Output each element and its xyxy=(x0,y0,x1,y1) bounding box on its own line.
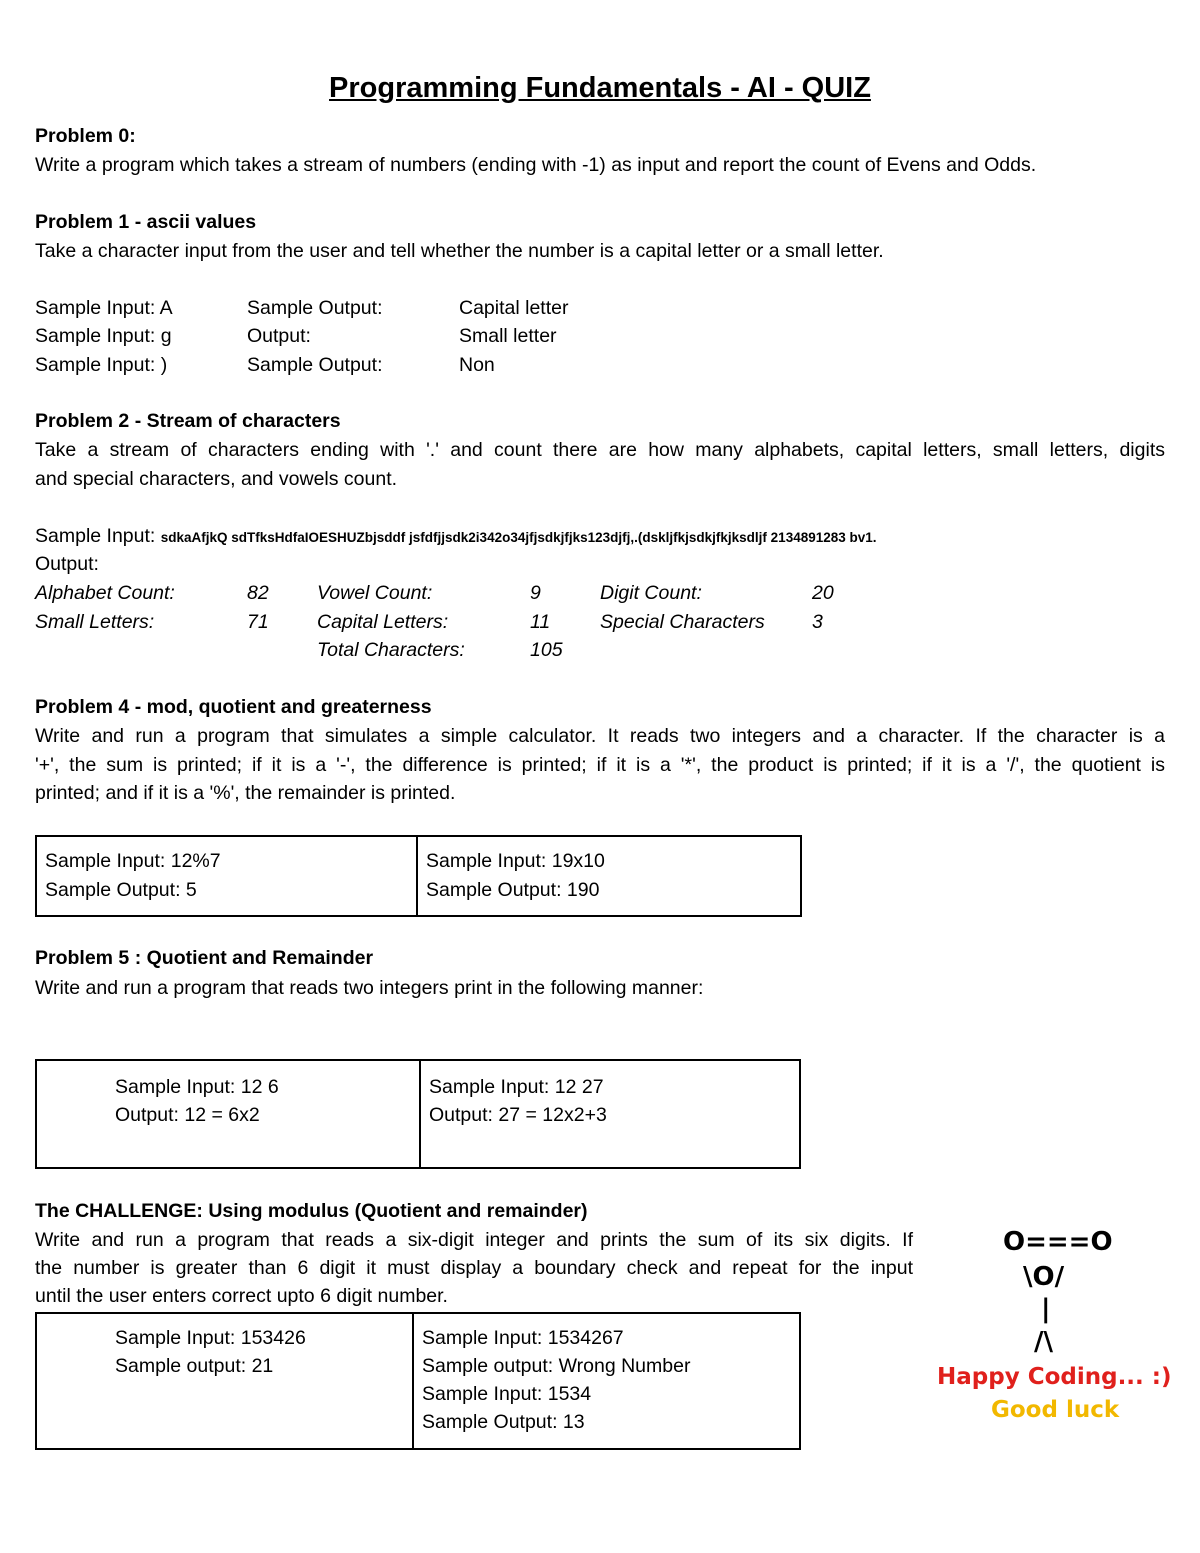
p4-left-input: Sample Input: 12%7 xyxy=(45,850,221,872)
p2-sample-value: sdkaAfjkQ sdTfksHdfaIOESHUZbjsddf jsfdfjjsdk2i342o34jfjsdkjfjks123djfj,.(dskljfkjsdkjfkjksdljf 2134891283 bv1. xyxy=(160,530,877,545)
p2-output-label: Output: xyxy=(35,553,99,575)
problem-4-sample-table xyxy=(35,835,802,917)
p1-row-2-value: Small letter xyxy=(459,325,557,347)
small-letters-value: 71 xyxy=(247,611,269,633)
p5-right-input: Sample Input: 12 27 xyxy=(429,1076,604,1098)
vowel-count-label: Vowel Count: xyxy=(317,582,433,604)
problem-1-text: Take a character input from the user and tell whether the number is a capital letter or a small letter. xyxy=(35,240,884,262)
p2-sample-label: Sample Input: xyxy=(35,525,156,547)
p1-row-2-input: Sample Input: g xyxy=(35,325,172,347)
problem-5-sample-table xyxy=(35,1059,801,1169)
challenge-heading: The CHALLENGE: Using modulus (Quotient and remainder) xyxy=(35,1200,588,1222)
capital-letters-value: 11 xyxy=(530,611,551,633)
special-characters-value: 3 xyxy=(812,611,823,633)
alphabet-count-value: 82 xyxy=(247,582,269,604)
problem-2-text-line-1: Take a stream of characters ending with '.' and count there are how many alphabets, capital letters, small letters, digits xyxy=(35,439,1165,461)
p5-right-output: Output: 27 = 12x2+3 xyxy=(429,1104,607,1126)
problem-0-heading: Problem 0: xyxy=(35,125,136,147)
challenge-right-output-1: Sample output: Wrong Number xyxy=(422,1355,691,1377)
challenge-sample-table xyxy=(35,1312,801,1450)
total-characters-value: 105 xyxy=(530,639,563,661)
challenge-text-line-2: the number is greater than 6 digit it must display a boundary check and repeat for the input xyxy=(35,1257,913,1279)
digit-count-label: Digit Count: xyxy=(600,582,702,604)
table-divider xyxy=(416,837,418,915)
problem-4-text-line-3: printed; and if it is a '%', the remainder is printed. xyxy=(35,782,456,804)
stick-figure-head: O===O xyxy=(1003,1227,1113,1257)
problem-1-heading: Problem 1 - ascii values xyxy=(35,211,257,233)
table-divider xyxy=(412,1314,414,1448)
table-divider xyxy=(419,1061,421,1167)
stick-figure-body: | xyxy=(1041,1294,1051,1324)
problem-2-text-line-2: and special characters, and vowels count. xyxy=(35,468,398,490)
challenge-right-output-2: Sample Output: 13 xyxy=(422,1411,585,1433)
digit-count-value: 20 xyxy=(812,582,834,604)
challenge-right-input-1: Sample Input: 1534267 xyxy=(422,1327,624,1349)
capital-letters-label: Capital Letters: xyxy=(317,611,449,633)
p2-sample-input xyxy=(35,522,877,553)
problem-4-heading: Problem 4 - mod, quotient and greaterness xyxy=(35,696,432,718)
good-luck-text: Good luck xyxy=(991,1397,1120,1423)
vowel-count-value: 9 xyxy=(530,582,541,604)
p4-left-output: Sample Output: 5 xyxy=(45,879,197,901)
special-characters-label: Special Characters xyxy=(600,611,765,633)
alphabet-count-label: Alphabet Count: xyxy=(35,582,175,604)
problem-2-heading: Problem 2 - Stream of characters xyxy=(35,410,341,432)
p5-left-output: Output: 12 = 6x2 xyxy=(115,1104,260,1126)
small-letters-label: Small Letters: xyxy=(35,611,155,633)
p1-row-3-label: Sample Output: xyxy=(247,354,383,376)
problem-0-text: Write a program which takes a stream of numbers (ending with -1) as input and report the count of Evens and Odds. xyxy=(35,154,1037,176)
challenge-right-input-2: Sample Input: 1534 xyxy=(422,1383,592,1405)
p4-right-input: Sample Input: 19x10 xyxy=(426,850,605,872)
happy-coding-text: Happy Coding... :) xyxy=(937,1364,1172,1390)
page-title: Programming Fundamentals - AI - QUIZ xyxy=(329,72,871,104)
challenge-text-line-3: until the user enters correct upto 6 digit number. xyxy=(35,1285,448,1307)
challenge-text-line-1: Write and run a program that reads a six-digit integer and prints the sum of its six digits. If xyxy=(35,1229,913,1251)
challenge-left-output: Sample output: 21 xyxy=(115,1355,274,1377)
p1-row-3-input: Sample Input: ) xyxy=(35,354,168,376)
p1-row-1-label: Sample Output: xyxy=(247,297,383,319)
problem-5-text: Write and run a program that reads two integers print in the following manner: xyxy=(35,977,704,999)
p5-left-input: Sample Input: 12 6 xyxy=(115,1076,279,1098)
p1-row-3-value: Non xyxy=(459,354,495,376)
problem-5-heading: Problem 5 : Quotient and Remainder xyxy=(35,947,374,969)
p1-row-1-value: Capital letter xyxy=(459,297,569,319)
stick-figure-arms: \O/ xyxy=(1023,1262,1065,1292)
p4-right-output: Sample Output: 190 xyxy=(426,879,600,901)
p1-row-1-input: Sample Input: A xyxy=(35,297,173,319)
stick-figure-legs: /\ xyxy=(1034,1327,1053,1357)
problem-4-text-line-1: Write and run a program that simulates a simple calculator. It reads two integers and a character. If the character is a xyxy=(35,725,1165,747)
total-characters-label: Total Characters: xyxy=(317,639,465,661)
challenge-left-input: Sample Input: 153426 xyxy=(115,1327,306,1349)
p1-row-2-label: Output: xyxy=(247,325,311,347)
problem-4-text-line-2: '+', the sum is printed; if it is a '-', the difference is printed; if it is a '*', the product is printed; if it is a '/', the quotient is xyxy=(35,754,1165,776)
